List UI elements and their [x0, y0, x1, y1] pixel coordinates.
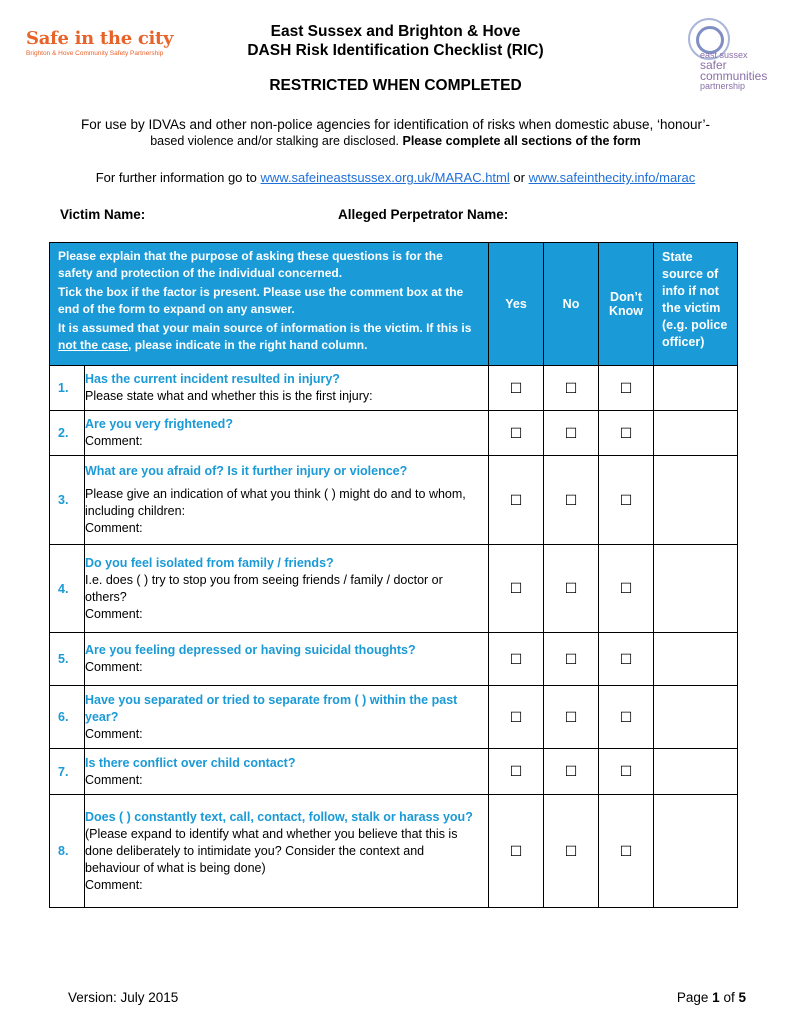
title-line-1: East Sussex and Brighton & Hove: [270, 23, 521, 40]
logo-tagline: Brighton & Hove Community Safety Partnership: [26, 50, 164, 57]
instruction-source-underlined: not the case: [58, 337, 129, 352]
table-header-row: [50, 243, 738, 366]
source-input-cell[interactable]: [654, 366, 738, 411]
dont-know-checkbox[interactable]: ☐: [619, 491, 633, 508]
question-number: 5.: [50, 633, 85, 686]
question-text: Are you very frightened?: [85, 417, 233, 431]
logo-name: Safe in the city: [26, 28, 174, 49]
dont-know-checkbox[interactable]: ☐: [619, 424, 633, 441]
version-label: Version: July 2015: [68, 990, 179, 1005]
logo-line-2: safer: [700, 58, 727, 72]
instruction-purpose: Please explain that the purpose of asking these questions is for the safety and protection of the individual concerned.: [58, 249, 443, 280]
question-number: 3.: [50, 456, 85, 545]
instruction-tick: Tick the box if the factor is present. Please use the comment box at the end of the form to expand on any answer.: [58, 285, 464, 316]
document-header: [0, 22, 791, 95]
instructions-cell: [50, 243, 489, 366]
question-number: 8.: [50, 795, 85, 908]
question-text: Does ( ) constantly text, call, contact, follow, stalk or harass you?: [85, 809, 473, 824]
page-number: Page 1 of 5: [676, 990, 746, 1005]
dont-know-checkbox[interactable]: ☐: [619, 650, 633, 667]
further-info: [40, 170, 751, 185]
yes-checkbox[interactable]: ☐: [509, 491, 523, 508]
dont-know-checkbox[interactable]: ☐: [619, 379, 633, 396]
yes-checkbox[interactable]: ☐: [509, 424, 523, 441]
question-detail: I.e. does ( ) try to stop you from seeing friends / family / doctor or others?: [85, 572, 443, 604]
question-detail: Please state what and whether this is the first injury:: [85, 389, 373, 403]
question-detail: Comment:: [85, 772, 143, 787]
question-detail: Please give an indication of what you think ( ) might do and to whom, including children:: [85, 487, 466, 518]
dont-know-checkbox[interactable]: ☐: [619, 580, 633, 596]
table-row: [50, 749, 738, 795]
table-row: [50, 411, 738, 456]
dont-know-checkbox[interactable]: ☐: [619, 708, 633, 725]
question-text: Has the current incident resulted in injury?: [85, 372, 340, 386]
no-checkbox[interactable]: ☐: [564, 708, 578, 725]
yes-checkbox[interactable]: ☐: [509, 763, 523, 779]
no-checkbox[interactable]: ☐: [564, 650, 578, 667]
question-cell: [85, 411, 489, 456]
yes-column-header: Yes: [489, 243, 544, 366]
table-row: [50, 545, 738, 633]
question-number: 7.: [50, 749, 85, 795]
further-or: or: [513, 170, 525, 185]
question-detail: Comment:: [85, 726, 143, 741]
question-detail: (Please expand to identify what and whether you believe that this is done deliberately to intimidate you? Consider the context and behaviour of what is being done): [85, 826, 458, 875]
question-text: Do you feel isolated from family / friends?: [85, 555, 334, 570]
question-cell: [85, 366, 489, 411]
question-text: Are you feeling depressed or having suicidal thoughts?: [85, 643, 416, 657]
question-number: 1.: [50, 366, 85, 411]
question-cell: [85, 795, 489, 908]
no-checkbox[interactable]: ☐: [564, 842, 578, 859]
no-checkbox[interactable]: ☐: [564, 763, 578, 779]
source-input-cell[interactable]: [654, 633, 738, 686]
further-prefix: For further information go to: [95, 170, 257, 185]
restricted-notice: RESTRICTED WHEN COMPLETED: [269, 77, 522, 94]
risk-checklist-table: [49, 242, 738, 908]
source-input-cell[interactable]: [654, 795, 738, 908]
question-number: 4.: [50, 545, 85, 633]
perpetrator-name-label: Alleged Perpetrator Name:: [338, 207, 509, 222]
logo-line-4: partnership: [700, 81, 746, 91]
question-detail: Comment:: [85, 434, 143, 448]
table-row: [50, 456, 738, 545]
intro-line-1: For use by IDVAs and other non-police agencies for identification of risks when domestic abuse, ‘honour’-: [80, 117, 711, 132]
no-checkbox[interactable]: ☐: [564, 491, 578, 508]
question-cell: [85, 686, 489, 749]
question-cell: [85, 749, 489, 795]
question-text: What are you afraid of? Is it further injury or violence?: [85, 464, 408, 478]
intro-instruction: Please complete all sections of the form: [402, 134, 641, 148]
yes-checkbox[interactable]: ☐: [509, 379, 523, 396]
question-cell: [85, 456, 489, 545]
yes-checkbox[interactable]: ☐: [509, 708, 523, 725]
yes-checkbox[interactable]: ☐: [509, 650, 523, 667]
no-checkbox[interactable]: ☐: [564, 424, 578, 441]
table-row: [50, 795, 738, 908]
yes-checkbox[interactable]: ☐: [509, 580, 523, 596]
instruction-source-a: It is assumed that your main source of information is the victim. If this is: [58, 321, 472, 335]
question-text: Have you separated or tried to separate from ( ) within the past year?: [85, 692, 458, 724]
yes-checkbox[interactable]: ☐: [509, 842, 523, 859]
instruction-source-b: , please indicate in the right hand column.: [128, 337, 368, 352]
no-checkbox[interactable]: ☐: [564, 580, 578, 596]
logo-line-3: communities: [700, 69, 768, 83]
table-row: [50, 686, 738, 749]
intro-line-2: based violence and/or stalking are disclosed.: [150, 134, 399, 148]
question-text: Is there conflict over child contact?: [85, 755, 296, 770]
no-checkbox[interactable]: ☐: [564, 379, 578, 396]
dont-know-column-header: Don’t Know: [599, 243, 654, 366]
intro-text: [40, 116, 751, 150]
victim-name-label: Victim Name:: [60, 207, 146, 222]
source-input-cell[interactable]: [654, 456, 738, 545]
no-column-header: No: [544, 243, 599, 366]
source-input-cell[interactable]: [654, 686, 738, 749]
source-input-cell[interactable]: [654, 545, 738, 633]
title-line-2: DASH Risk Identification Checklist (RIC): [247, 42, 544, 59]
marac-link-brighton[interactable]: www.safeinthecity.info/marac: [528, 170, 696, 185]
table-row: [50, 633, 738, 686]
question-comment: Comment:: [85, 606, 143, 621]
question-number: 2.: [50, 411, 85, 456]
question-comment: Comment:: [85, 521, 143, 535]
question-cell: [85, 545, 489, 633]
source-input-cell[interactable]: [654, 749, 738, 795]
logo-line-1: east sussex: [700, 50, 748, 60]
table-row: [50, 366, 738, 411]
dont-know-checkbox[interactable]: ☐: [619, 842, 633, 859]
question-number: 6.: [50, 686, 85, 749]
source-column-header: State source of info if not the victim (e.g. police officer): [654, 243, 738, 366]
question-detail: Comment:: [85, 660, 143, 674]
source-input-cell[interactable]: [654, 411, 738, 456]
dont-know-checkbox[interactable]: ☐: [619, 763, 633, 779]
question-comment: Comment:: [85, 877, 143, 892]
marac-link-east-sussex[interactable]: www.safeineastsussex.org.uk/MARAC.html: [260, 170, 510, 185]
question-cell: [85, 633, 489, 686]
